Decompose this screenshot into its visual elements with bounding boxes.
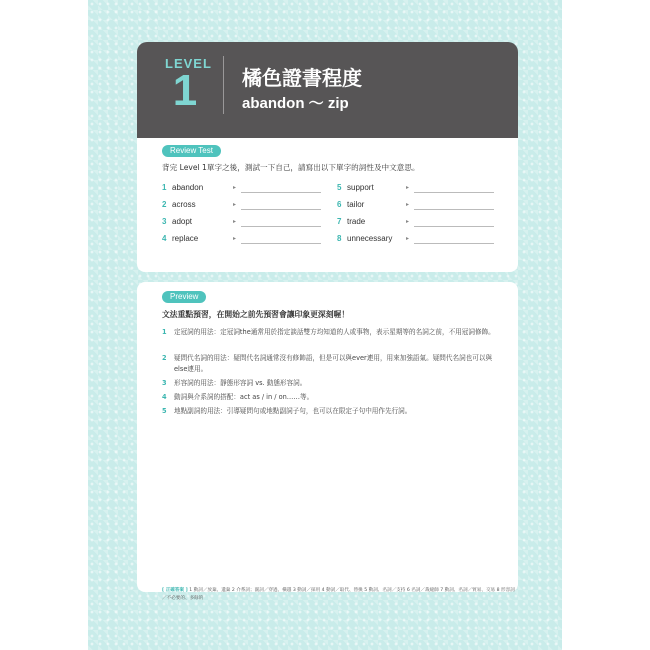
preview-item: 3 形容詞的用法：靜態形容詞 vs. 動態形容詞。: [162, 379, 307, 387]
answer-key-text: 1 動詞／放棄、遺棄 2 介系詞；副詞／穿過、橫越 3 動詞／採用 4 動詞／取代、替換 5 動詞、名詞／支持 6 名詞／裁縫師 7 動詞、名詞／貿易、交易 8 形容詞／不必要的、多餘的: [162, 588, 515, 601]
arrow-icon: ▸: [406, 235, 410, 242]
arrow-icon: ▸: [406, 218, 410, 225]
answer-key: [162, 587, 518, 603]
answer-blank[interactable]: [241, 192, 321, 193]
level-number: 1: [172, 66, 198, 115]
vocab-item: 8 unnecessary: [337, 234, 393, 243]
answer-blank[interactable]: [241, 209, 321, 210]
arrow-icon: ▸: [406, 201, 410, 208]
answer-blank[interactable]: [241, 226, 321, 227]
vocab-item: 4 replace: [162, 234, 199, 243]
arrow-icon: ▸: [233, 218, 237, 225]
arrow-icon: ▸: [233, 201, 237, 208]
answer-blank[interactable]: [414, 209, 494, 210]
answer-key-label: [ 正確答案 ]: [162, 588, 188, 593]
level-label: LEVEL: [165, 56, 212, 71]
preview-item: 2 疑問代名詞的用法：疑問代名詞通常沒有修飾語，但是可以與ever連用，用來加強語氣。疑問代名詞也可以與else連用。: [162, 354, 493, 373]
vocab-item: 5 support: [337, 183, 374, 192]
review-test-badge: Review Test: [162, 145, 221, 157]
preview-item: 4 動詞與介系詞的搭配：act as / in / on……等。: [162, 393, 314, 401]
preview-subtitle: 文法重點預習，在開始之前先預習會讓印象更深刻喔！: [162, 310, 350, 319]
answer-blank[interactable]: [414, 243, 494, 244]
preview-item: 5 地點副詞的用法：引導疑問句或地點副詞子句，也可以在限定子句中用作先行詞。: [162, 407, 412, 415]
page-subtitle: abandon ～ zip: [242, 95, 349, 112]
arrow-icon: ▸: [233, 184, 237, 191]
answer-blank[interactable]: [241, 243, 321, 244]
vocab-item: 1 abandon: [162, 183, 204, 192]
preview-item: 1 定冠詞的用法：定冠詞the通常用於指定談話雙方均知道的人或事物，表示星期等的名詞之前，不用冠詞修飾。: [162, 328, 495, 336]
vocab-item: 6 tailor: [337, 200, 365, 209]
answer-blank[interactable]: [414, 226, 494, 227]
page-title: 橘色證書程度: [242, 66, 362, 90]
vocab-item: 7 trade: [337, 217, 366, 226]
preview-badge: Preview: [162, 291, 206, 303]
header-divider: [223, 56, 224, 114]
vocab-item: 3 adopt: [162, 217, 193, 226]
arrow-icon: ▸: [233, 235, 237, 242]
arrow-icon: ▸: [406, 184, 410, 191]
vocab-item: 2 across: [162, 200, 196, 209]
answer-blank[interactable]: [414, 192, 494, 193]
review-instructions: 背完 Level 1單字之後，測試一下自己，請寫出以下單字的詞性及中文意思。: [162, 163, 420, 172]
